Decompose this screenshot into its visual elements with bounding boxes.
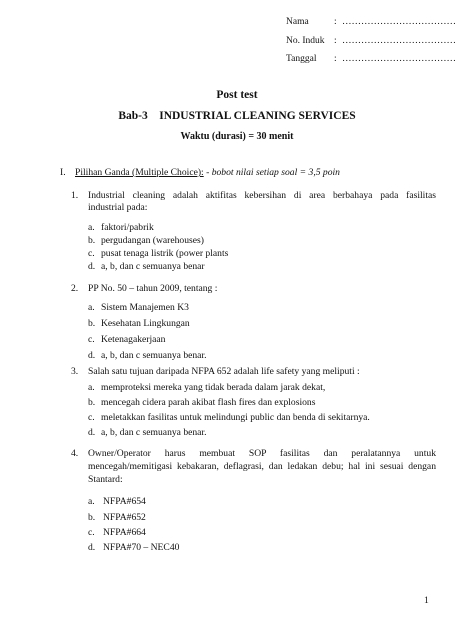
option-text: Kesehatan Lingkungan (101, 318, 190, 329)
option-letter: c. (88, 248, 95, 259)
question-text-line: Stantard: (88, 474, 123, 485)
option-text: NFPA#664 (103, 527, 146, 538)
option-letter: a. (88, 496, 95, 507)
option-text: pergudangan (warehouses) (101, 235, 204, 246)
option-letter: c. (88, 412, 95, 423)
option-letter: c. (88, 334, 95, 345)
date-label: Tanggal (286, 54, 317, 64)
option-letter: d. (88, 427, 96, 438)
name-colon: : (334, 17, 337, 27)
page-title: Post test (216, 89, 258, 101)
question-text-line: PP No. 50 – tahun 2009, tentang : (88, 283, 218, 294)
question-text-line: mencegah/memitigasi kebakaran, deflagrasi, dan ledakan debu; hal ini sesuai dengan (88, 461, 436, 472)
page-number: 1 (424, 595, 429, 606)
option-text: NFPA#654 (103, 496, 146, 507)
option-letter: d. (88, 350, 96, 361)
option-text: a, b, dan c semuanya benar. (101, 427, 207, 438)
question-number: 4. (71, 448, 79, 459)
option-text: faktori/pabrik (101, 222, 154, 233)
option-letter: a. (88, 302, 95, 313)
question-number: 1. (71, 190, 79, 201)
option-text: NFPA#70 – NEC40 (103, 542, 180, 553)
section-heading: Pilihan Ganda (Multiple Choice): (75, 167, 204, 178)
option-letter: a. (88, 222, 95, 233)
option-text: meletakkan fasilitas untuk melindungi public dan benda di sekitarnya. (101, 412, 370, 423)
option-text: pusat tenaga listrik (power plants (101, 248, 229, 259)
id-label: No. Induk (286, 36, 325, 46)
name-label: Nama (286, 17, 309, 27)
chapter-title: Bab-3 INDUSTRIAL CLEANING SERVICES (118, 110, 356, 122)
option-letter: d. (88, 542, 96, 553)
option-letter: b. (88, 512, 96, 523)
option-text: Sistem Manajemen K3 (101, 302, 189, 313)
option-text: a, b, dan c semuanya benar. (101, 350, 207, 361)
option-letter: d. (88, 261, 96, 272)
name-blank: ……………………………… (342, 17, 456, 27)
option-letter: b. (88, 235, 96, 246)
question-number: 2. (71, 283, 79, 294)
question-text-line: Industrial cleaning adalah aktifitas kebersihan di area berbahaya pada fasilitas (88, 190, 436, 201)
option-text: NFPA#652 (103, 512, 146, 523)
question-number: 3. (71, 366, 79, 377)
option-letter: a. (88, 382, 95, 393)
section-heading-line (75, 167, 340, 178)
question-text-line: industrial pada: (88, 202, 148, 213)
id-blank: ……………………………… (342, 36, 456, 46)
id-colon: : (334, 36, 337, 46)
option-letter: b. (88, 318, 96, 329)
question-text-line: Owner/Operator harus membuat SOP fasilitas dan peralatannya untuk (88, 448, 436, 459)
section-note: - bobot nilai setiap soal = 3,5 poin (206, 167, 340, 178)
date-blank: ……………………………… (342, 54, 456, 64)
option-letter: c. (88, 527, 95, 538)
option-text: memproteksi mereka yang tidak berada dalam jarak dekat, (101, 382, 326, 393)
question-text-line: Salah satu tujuan daripada NFPA 652 adalah life safety yang meliputi : (88, 366, 360, 377)
option-text: mencegah cidera parah akibat flash fires dan explosions (101, 397, 316, 408)
duration-line: Waktu (durasi) = 30 menit (180, 131, 294, 142)
date-colon: : (334, 54, 337, 64)
option-letter: b. (88, 397, 96, 408)
option-text: Ketenagakerjaan (101, 334, 166, 345)
section-number: I. (60, 167, 66, 178)
option-text: a, b, dan c semuanya benar (101, 261, 205, 272)
